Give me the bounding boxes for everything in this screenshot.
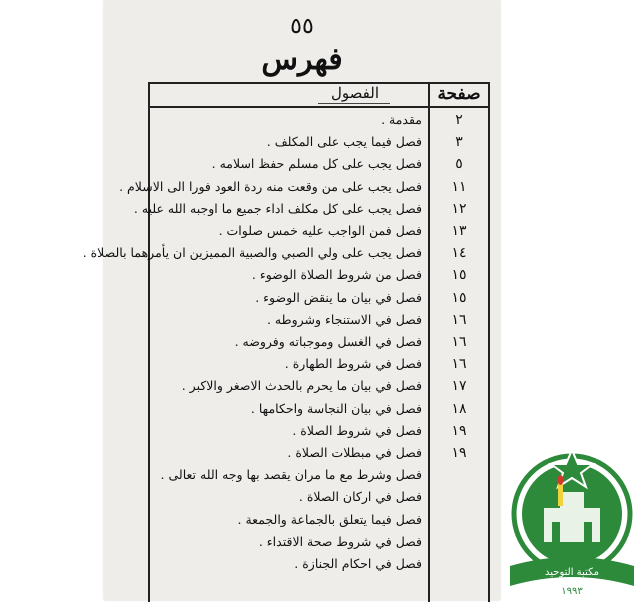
toc-row-title: فصل في شروط الصلاة . (292, 422, 422, 438)
toc-row-page: ١٧ (451, 378, 467, 395)
toc-row-title: فصل في اركان الصلاة . (298, 489, 422, 505)
toc-row (150, 332, 488, 354)
toc-row-title: فصل فيما يجب على المكلف . (266, 134, 422, 150)
toc-row-page: ١٨ (451, 400, 467, 417)
toc-row (133, 199, 488, 221)
toc-row (150, 354, 488, 376)
toc-row-page: ١٩ (451, 445, 467, 461)
toc-row (82, 243, 488, 265)
toc-row-page: ١٦ (451, 311, 467, 328)
toc-row-title: فصل في احكام الجنازة . (294, 556, 422, 571)
toc-row-title: فصل يجب على من وقعت منه ردة العود فورا الى الاسلام . (119, 178, 422, 194)
toc-row (119, 177, 488, 199)
book-page (82, 0, 599, 600)
toc-row-page: ١٢ (451, 200, 467, 217)
toc-row-title: مقدمة . (381, 112, 422, 127)
toc-row-title: فصل في بيان ما يحرم بالحدث الاصغر والاكبر . (181, 378, 422, 394)
door-icon (552, 522, 560, 542)
toc-row-page: ١٥ (451, 267, 467, 284)
toc-row-title: فصل في مبطلات الصلاة . (287, 445, 422, 460)
toc-row-title: فصل يجب على ولي الصبي والصبية المميزين ان يأمرهما بالصلاة . (82, 245, 422, 261)
toc-row-title: فصل فيما يتعلق بالجماعة والجمعة . (237, 511, 422, 527)
toc-row (150, 221, 488, 243)
page-title: فهرس (261, 42, 343, 77)
toc-row (150, 310, 488, 332)
toc-row-page: ١٥ (451, 289, 467, 306)
stamp-year: ١٩٩٣ (561, 586, 583, 597)
toc-row-title: فصل وشرط مع ما مران يقصد بها وجه الله تعالى . (160, 467, 422, 483)
toc-row (150, 443, 488, 465)
toc-row-title: فصل في شروط صحة الاقتداء . (258, 533, 422, 549)
toc-row (150, 421, 488, 443)
toc-row-page: ١٦ (451, 334, 467, 350)
toc-row (150, 399, 488, 421)
door-icon (584, 522, 592, 542)
toc-row (150, 465, 488, 487)
toc-row (150, 154, 488, 176)
toc-row-title: فصل في الاستنجاء وشروطه . (266, 311, 422, 327)
toc-row (150, 487, 488, 509)
table-of-contents (82, 82, 490, 602)
library-stamp-logo (502, 448, 642, 596)
page-number: ٥٥ (290, 14, 314, 39)
toc-row-page: ١٩ (451, 422, 467, 439)
toc-row (150, 110, 488, 132)
dome-icon (560, 492, 584, 510)
toc-row-page: ٥ (455, 156, 463, 173)
header-divider (150, 106, 488, 108)
toc-row (150, 376, 488, 398)
toc-row-title: فصل من شروط الصلاة الوضوء . (251, 267, 422, 283)
candle-icon (558, 484, 563, 506)
chapters-column-header: الفصول (331, 84, 379, 102)
toc-row (150, 288, 488, 310)
toc-row-title: فصل في بيان النجاسة واحكامها . (250, 400, 422, 416)
toc-row (150, 532, 488, 554)
toc-row (150, 132, 488, 154)
page-column-header: صفحة (437, 84, 481, 104)
toc-row-page: ١١ (451, 178, 467, 195)
stamp-library-name: مكتبة التوحيد (545, 567, 599, 578)
toc-row (150, 265, 488, 287)
toc-row-page: ١٣ (451, 223, 467, 239)
chapters-header-underline (318, 103, 390, 104)
toc-row-title: فصل يجب على كل مسلم حفظ اسلامه . (211, 156, 422, 172)
toc-row-title: فصل يجب على كل مكلف اداء جميع ما اوجبه الله عليه . (133, 200, 422, 216)
toc-row-page: ٣ (455, 134, 463, 151)
toc-row-title: فصل في شروط الطهارة . (284, 356, 422, 372)
toc-row-page: ١٦ (451, 356, 467, 373)
toc-row-title: فصل في بيان ما ينقض الوضوء . (255, 289, 422, 305)
toc-row-title: فصل في الغسل وموجباته وفروضه . (234, 334, 422, 349)
toc-row-page: ٢ (455, 112, 463, 128)
flame-icon (558, 475, 564, 485)
toc-row (150, 510, 488, 532)
toc-row (150, 554, 488, 576)
toc-row-page: ١٤ (451, 245, 467, 262)
toc-row-title: فصل فمن الواجب عليه خمس صلوات . (218, 223, 422, 238)
